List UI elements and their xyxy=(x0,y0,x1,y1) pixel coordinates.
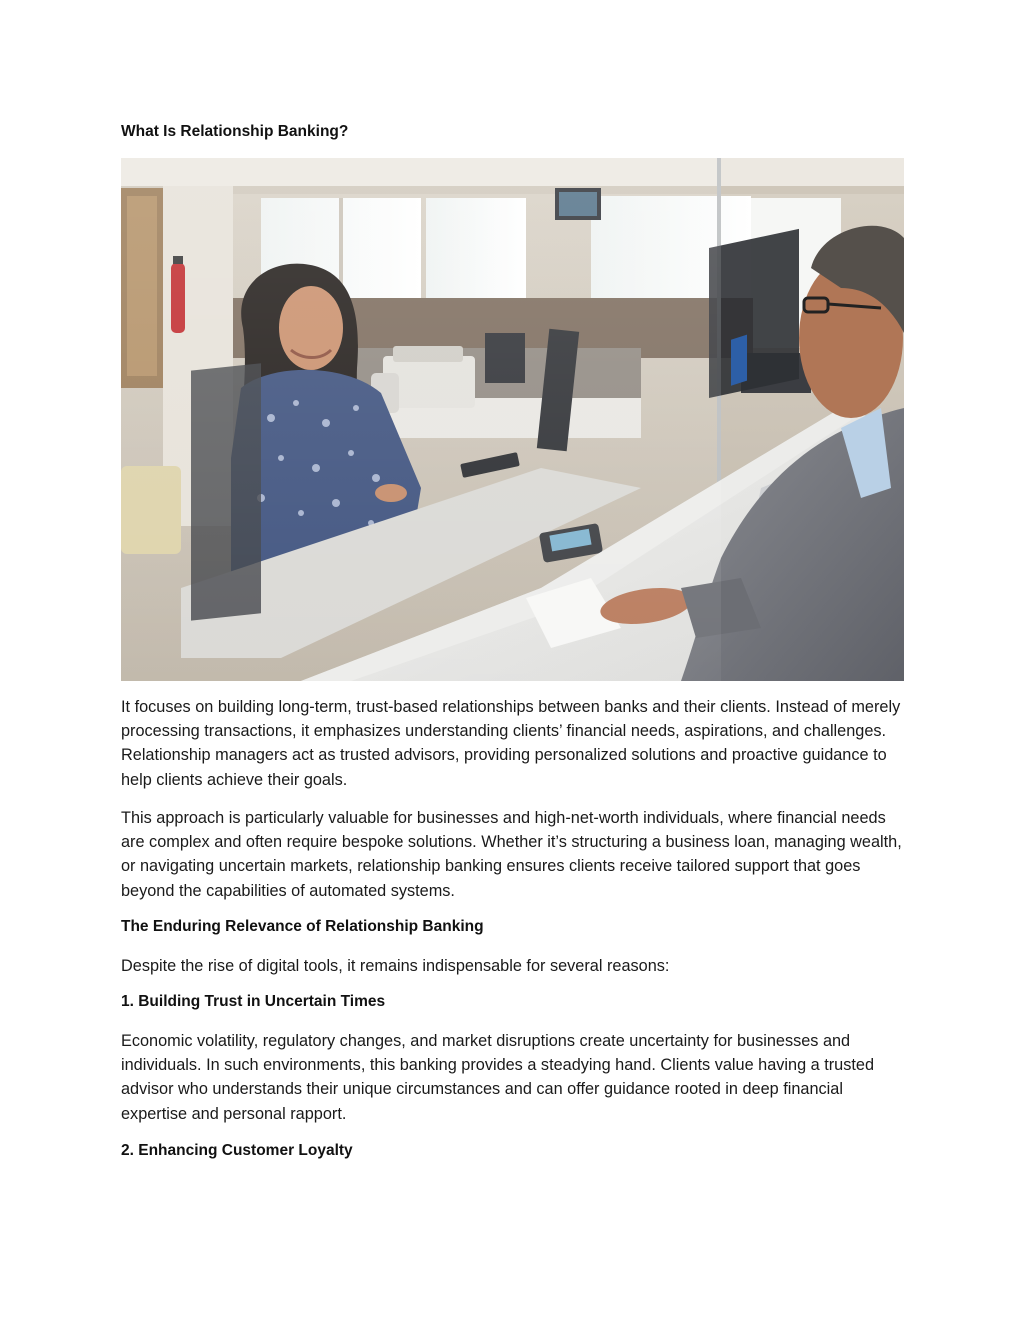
paragraph-intro: It focuses on building long-term, trust-based relationships between banks and their clients. Instead of merely processing transactions, it emphasizes understanding clients’ financial needs, aspirations, and challenges. Relationship managers act as trusted advisors, providing personalized solutions and proactive guidance to help clients achieve their goals. xyxy=(121,698,901,789)
paragraph-businesses: This approach is particularly valuable for businesses and high-net-worth individuals, where financial needs are complex and often require bespoke solutions. Whether it’s structuring a business loan, managing wealth, or navigating uncertain markets, relationship banking ensures clients receive tailored support that goes beyond the capabilities of automated systems. xyxy=(121,809,902,900)
bank-teller-photo xyxy=(121,158,904,681)
section-heading-relevance: The Enduring Relevance of Relationship Banking xyxy=(121,918,484,935)
subheading-customer-loyalty: 2. Enhancing Customer Loyalty xyxy=(121,1142,353,1159)
subheading-building-trust: 1. Building Trust in Uncertain Times xyxy=(121,993,386,1010)
paragraph-reasons-intro: Despite the rise of digital tools, it remains indispensable for several reasons: xyxy=(121,957,670,975)
page-title: What Is Relationship Banking? xyxy=(121,123,349,140)
paragraph-building-trust: Economic volatility, regulatory changes, and market disruptions create uncertainty for businesses and individuals. In such environments, this banking provides a steadying hand. Clients value having a trusted advisor who understands their unique circumstances and can offer guidance rooted in deep financial expertise and personal rapport. xyxy=(121,1032,874,1123)
